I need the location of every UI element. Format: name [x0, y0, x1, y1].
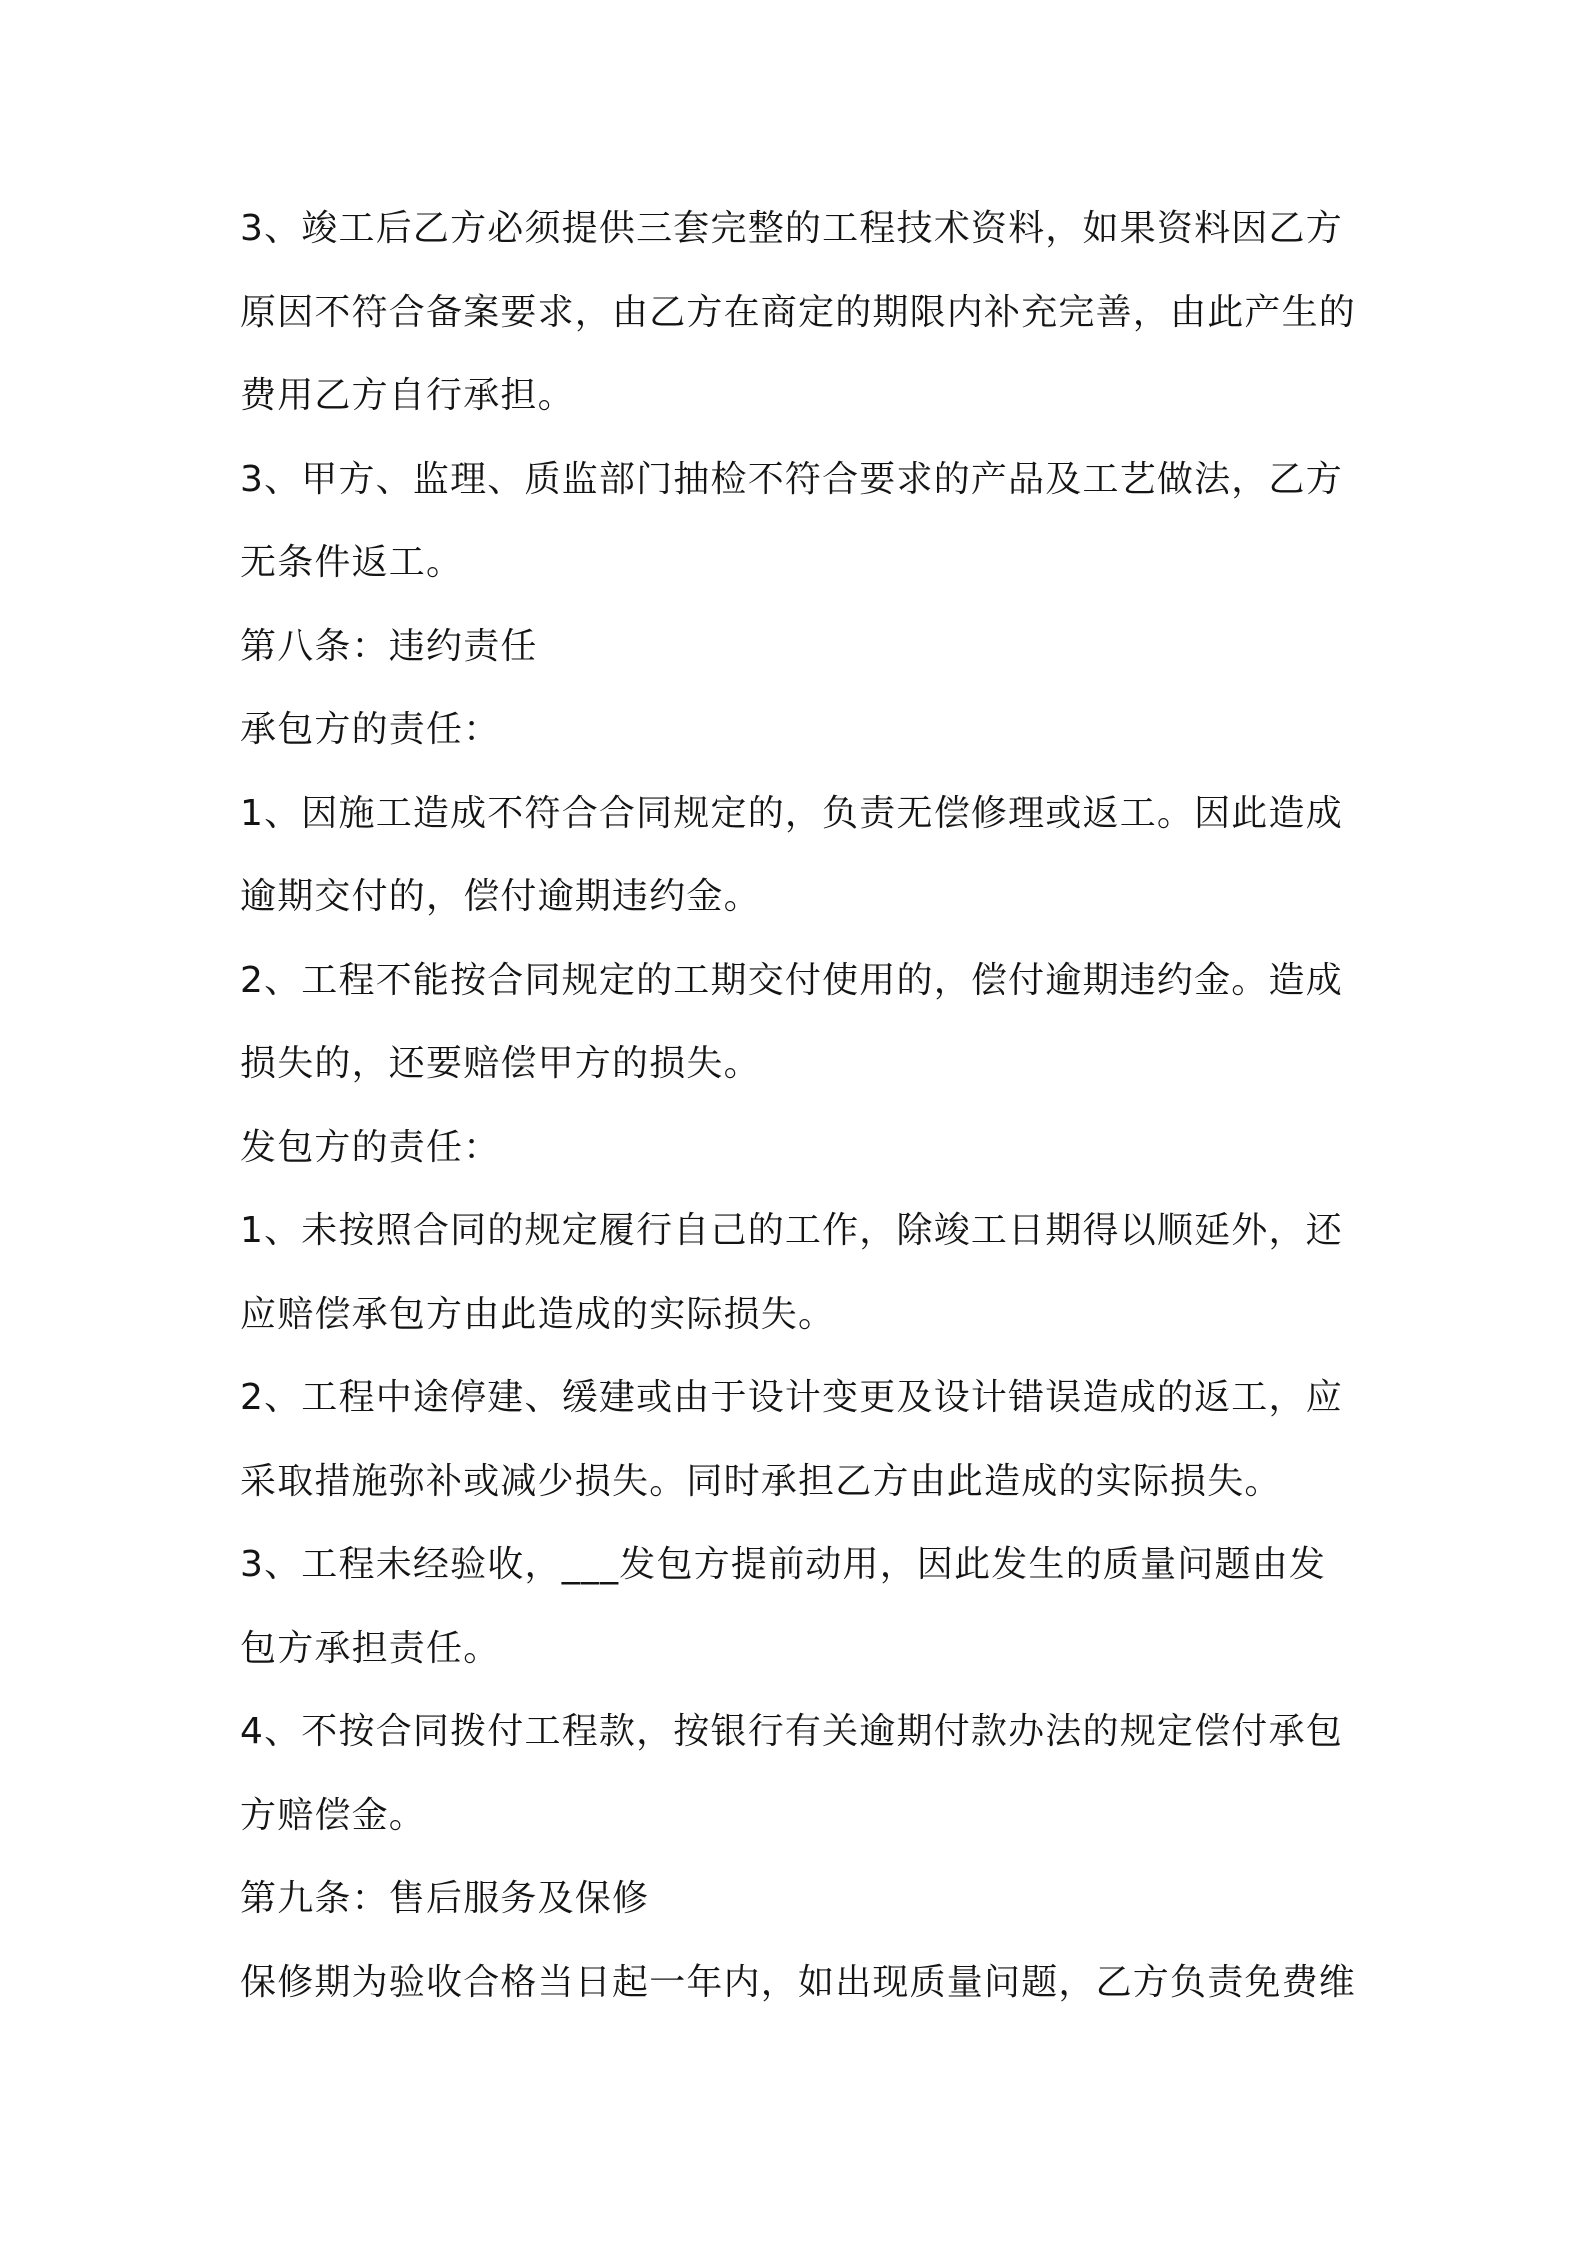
contractor-item-2-line-1: 2、工程不能按合同规定的工期交付使用的，偿付逾期违约金。造成: [240, 959, 1343, 1001]
employer-responsibility-heading: 发包方的责任：: [240, 1126, 501, 1168]
clause-3b-line-2: 无条件返工。: [240, 542, 464, 583]
employer-item-3-line-1: 3、工程未经验收，___发包方提前动用，因此发生的质量问题由发: [240, 1544, 1327, 1585]
clause-3-line-1: 3、竣工后乙方必须提供三套完整的工程技术资料，如果资料因乙方: [240, 208, 1343, 249]
employer-item-1-line-1: 1、未按照合同的规定履行自己的工作，除竣工日期得以顺延外，还: [240, 1210, 1343, 1251]
article-8-heading: 第八条：违约责任: [240, 625, 538, 667]
document-body: [240, 203, 1360, 2040]
clause-3b-line-1: 3、甲方、监理、质监部门抽检不符合要求的产品及工艺做法，乙方: [240, 458, 1343, 500]
employer-item-2-line-1: 2、工程中途停建、缓建或由于设计变更及设计错误造成的返工，应: [240, 1377, 1343, 1418]
warranty-line-1: 保修期为验收合格当日起一年内，如出现质量问题，乙方负责免费维: [240, 1961, 1357, 2003]
employer-item-3-line-2: 包方承担责任。: [240, 1627, 501, 1669]
employer-item-1-line-2: 应赔偿承包方由此造成的实际损失。: [240, 1293, 836, 1335]
contractor-item-1-line-1: 1、因施工造成不符合合同规定的，负责无偿修理或返工。因此造成: [240, 792, 1343, 834]
contractor-item-1-line-2: 逾期交付的，偿付逾期违约金。: [240, 876, 761, 917]
article-9-heading: 第九条：售后服务及保修: [240, 1878, 650, 1919]
contractor-item-2-line-2: 损失的，还要赔偿甲方的损失。: [240, 1043, 761, 1084]
contractor-responsibility-heading: 承包方的责任：: [240, 709, 501, 750]
employer-item-4-line-2: 方赔偿金。: [240, 1794, 427, 1836]
clause-3-line-3: 费用乙方自行承担。: [240, 375, 575, 416]
clause-3-line-2: 原因不符合备案要求，由乙方在商定的期限内补充完善，由此产生的: [240, 291, 1357, 333]
employer-item-2-line-2: 采取措施弥补或减少损失。同时承担乙方由此造成的实际损失。: [240, 1460, 1282, 1502]
employer-item-4-line-1: 4、不按合同拨付工程款，按银行有关逾期付款办法的规定偿付承包: [240, 1711, 1343, 1752]
